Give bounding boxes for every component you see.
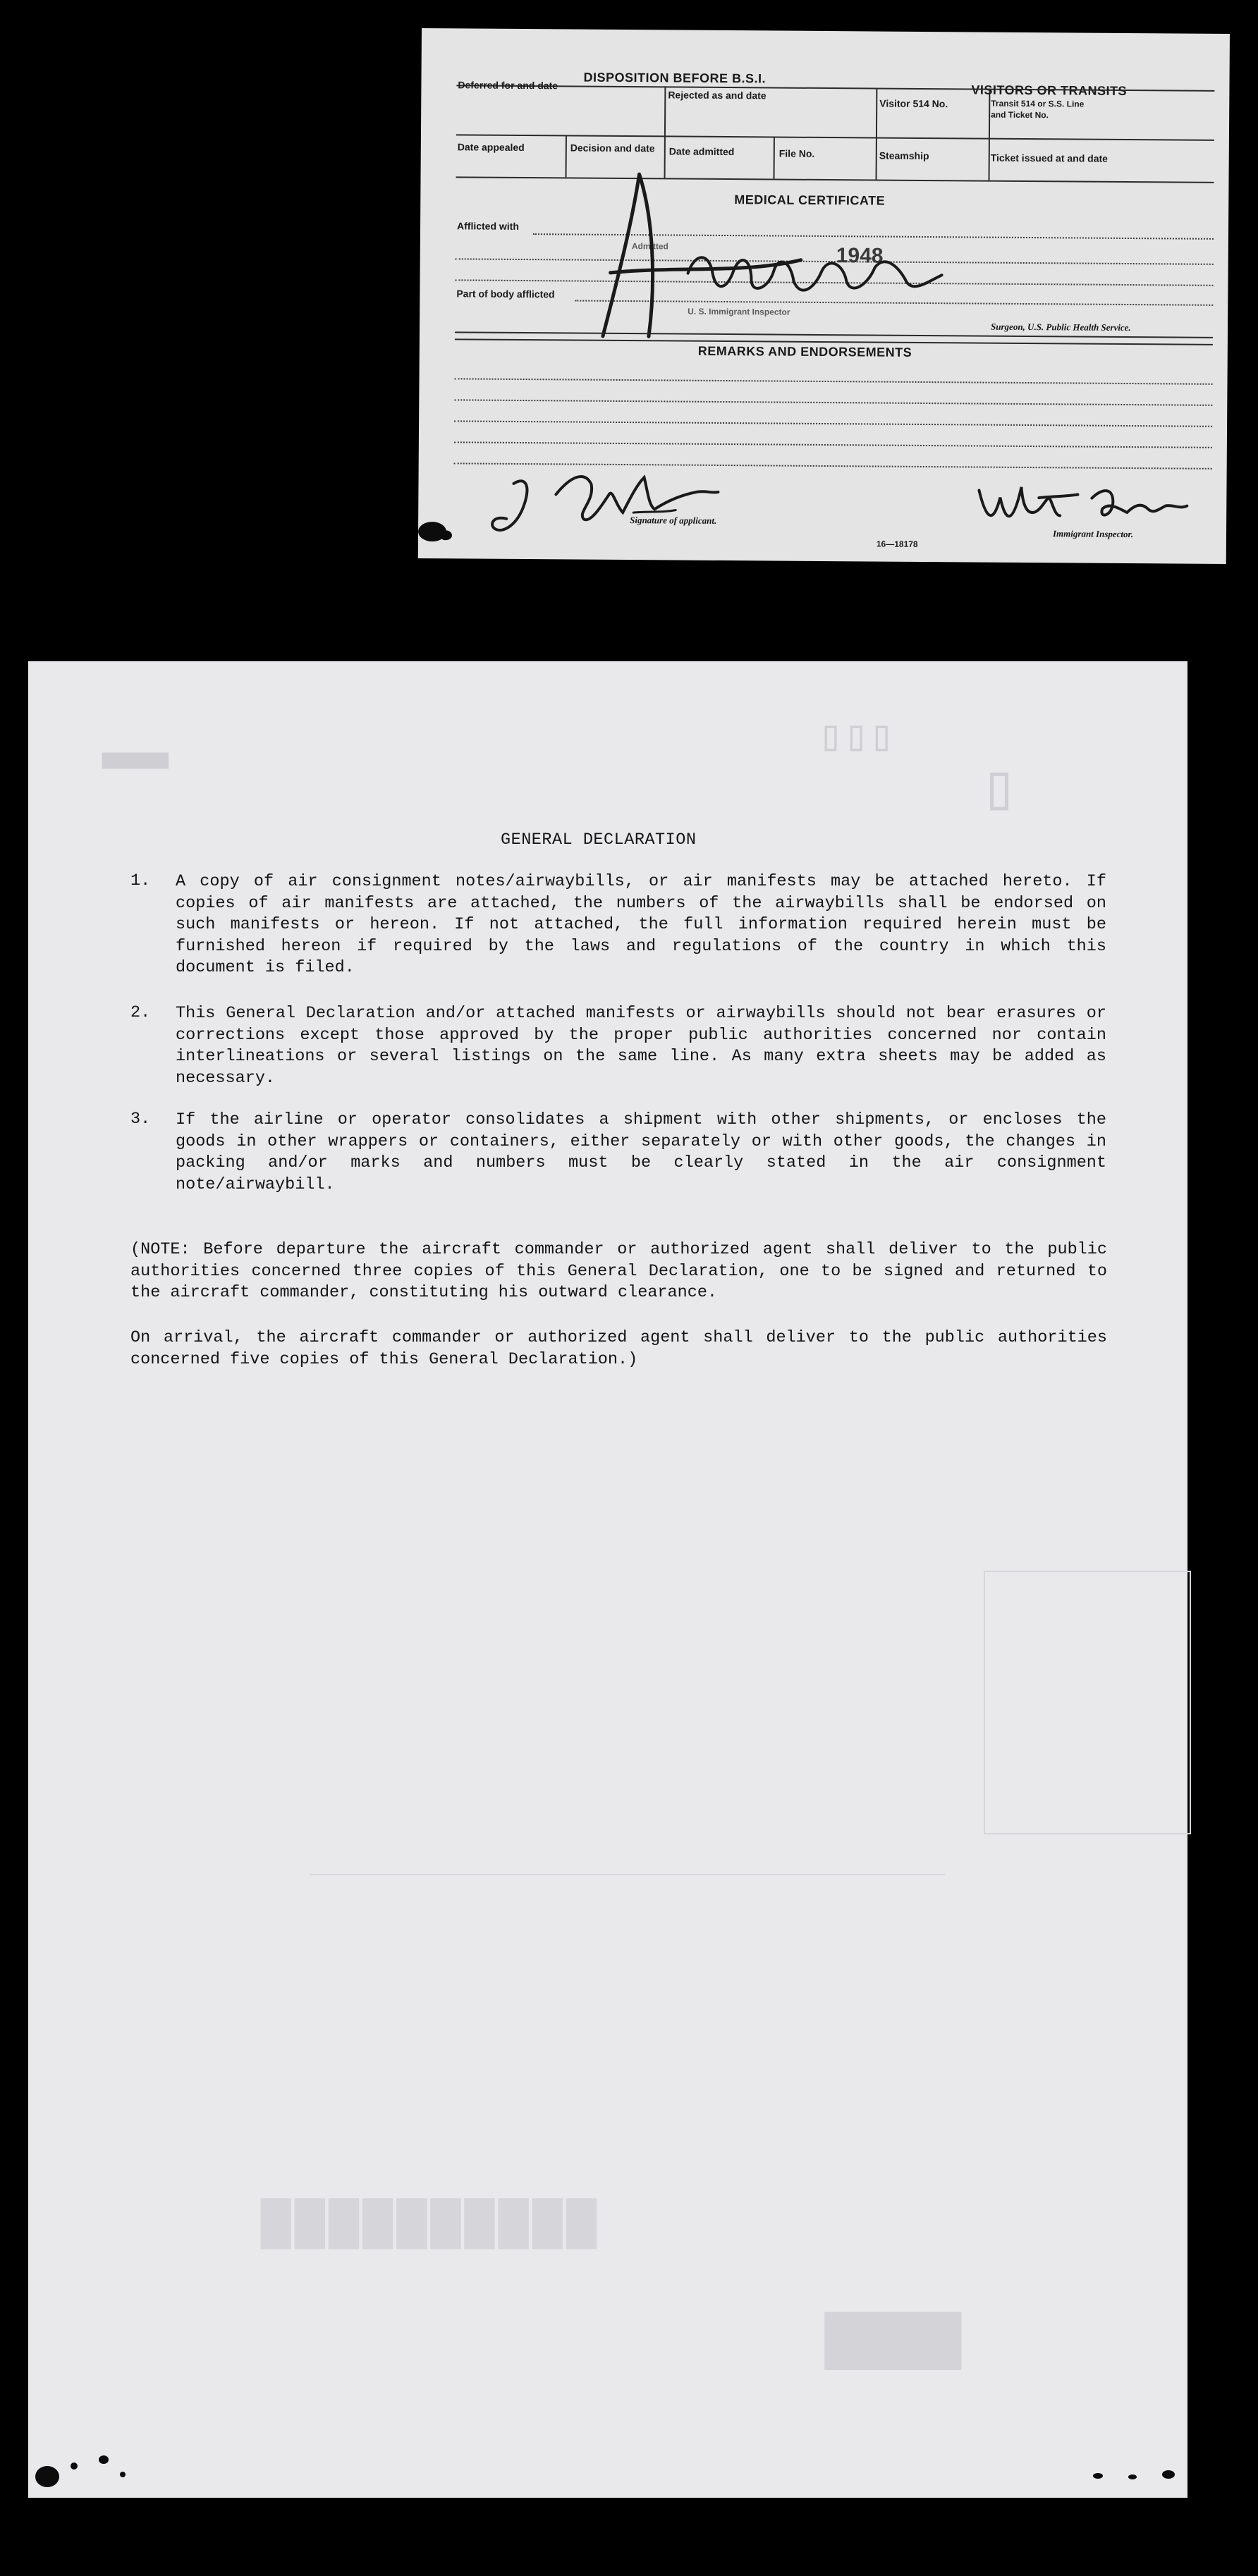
inspector-signature-scribble [589, 167, 957, 360]
item-text: This General Declaration and/or attached manifests or airwaybills should not bear erasures or corrections except those approved by the proper public authorities concerned nor contain interlineations or several listings on the same line. As many extra sheets may be added as necessary. [176, 1004, 1106, 1088]
immigrant-inspector-label: Immigrant Inspector. [1052, 528, 1134, 540]
remarks-header: REMARKS AND ENDORSEMENTS [697, 343, 912, 360]
declaration-note-arrival: On arrival, the aircraft commander or authorized agent shall deliver to the public authorities concerned five copies of this General Declaration.) [130, 1328, 1107, 1369]
item-text: A copy of air consignment notes/airwaybills, or air manifests may be attached hereto. If copies of air manifests are attached, the numbers of the airwaybills shall be endorsed on such manifests or hereon. If not attached, the full information required herein must be furnished hereon if required by the laws and regulations of the country in which this document is filed. [176, 872, 1106, 977]
ticket-label: Ticket issued at and date [990, 152, 1109, 164]
deferred-label: Deferred for and date [458, 79, 558, 92]
transit-label-line1: Transit 514 or S.S. Line [991, 98, 1085, 109]
bleed-through-mark: ▆▆▆▆▆▆ [102, 752, 169, 773]
form-number: 16—18178 [876, 539, 918, 549]
declaration-title: GENERAL DECLARATION [501, 830, 697, 850]
bleed-through-mark: ▯▯▯ [818, 715, 895, 763]
steamship-label: Steamship [879, 149, 929, 162]
declaration-note-departure: (NOTE: Before departure the aircraft commander or authorized agent shall deliver to the public authorities concerned three copies of this General Declaration, one to be signed and returned to the aircraft commander, constituting his outward clearance. [130, 1240, 1107, 1302]
item-number: 2. [130, 1003, 151, 1022]
file-no-label: File No. [778, 147, 815, 159]
visitors-header: VISITORS OR TRANSITS [971, 82, 1128, 98]
rejected-label: Rejected as and date [668, 89, 767, 102]
part-body-label: Part of body afflicted [456, 288, 555, 300]
bleed-through-box [984, 1571, 1191, 1834]
stamp-date: 1948 [836, 244, 884, 268]
decision-label: Decision and date [570, 142, 655, 154]
bleed-through-rule [310, 1874, 945, 1925]
bleed-through-mark: ▯ [980, 756, 1019, 828]
signature-applicant-label: Signature of applicant. [630, 515, 717, 526]
surgeon-label: Surgeon, U.S. Public Health Service. [991, 321, 1131, 333]
transit-label-line2: and Ticket No. [991, 109, 1049, 121]
item-number: 1. [130, 871, 151, 890]
disposition-header: DISPOSITION BEFORE B.S.I. [583, 70, 767, 86]
date-admitted-label: Date admitted [668, 145, 735, 158]
visitor-514-label: Visitor 514 No. [879, 97, 948, 110]
afflicted-label: Afflicted with [456, 220, 519, 232]
medical-certificate-header: MEDICAL CERTIFICATE [734, 192, 886, 208]
date-appealed-label: Date appealed [457, 141, 525, 154]
item-number: 3. [130, 1110, 151, 1129]
item-text: If the airline or operator consolidates a shipment with other shipments, or encloses the goods in other wrappers or containers, either separately or with other goods, the changes in packing and/or marks and numbers must be clearly stated in the air consignment note/airwaybill. [176, 1110, 1106, 1194]
general-declaration-sheet [28, 661, 1187, 2498]
stamp-text-admitted: Admitted [631, 241, 668, 252]
bleed-through-mark: ▇▇▇▇▇▇▇▇▇▇ [261, 2197, 601, 2252]
stamp-inspector-text: U. S. Immigrant Inspector [688, 306, 790, 317]
rule-row2 [456, 134, 1214, 141]
inspection-card [418, 28, 1230, 564]
bleed-through-mark: ▇▇▇▇ [825, 2310, 961, 2374]
applicant-signature-scribble [485, 462, 726, 548]
